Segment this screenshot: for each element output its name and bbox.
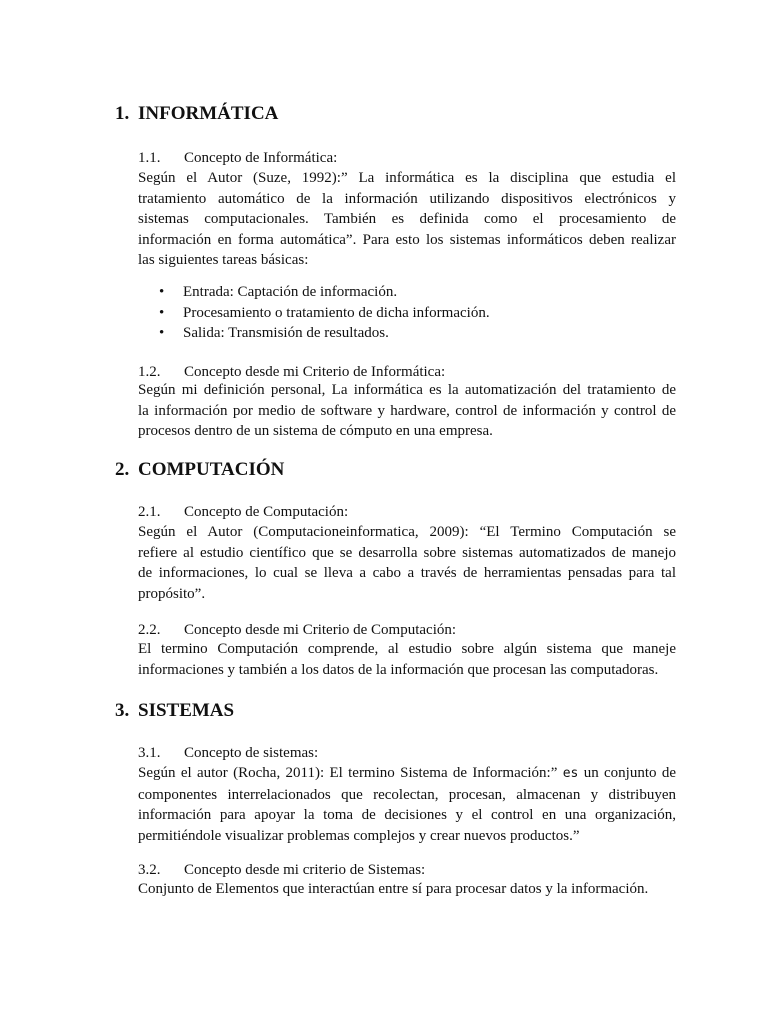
bullet-icon: • [159,304,165,321]
section-title: SISTEMAS [138,700,235,721]
paragraph-2-2: El termino Computación comprende, al estudio sobre algún sistema que maneje informaciones y también a los datos de la información que procesan las computadoras. [138,641,676,678]
list-item: • Entrada: Captación de información. [138,282,490,303]
subsection-heading-3-1: 3.1. Concepto de sistemas: [138,745,319,761]
bullet-icon: • [159,284,165,300]
bullet-list-tasks [138,282,490,344]
bullet-icon: • [159,325,165,341]
subsection-heading-2-2: 2.2. Concepto desde mi Criterio de Computación: [138,622,457,638]
subsection-heading-1-2: 1.2. Concepto desde mi Criterio de Informática: [138,364,446,380]
subsection-heading-2-1: 2.1. Concepto de Computación: [138,504,349,520]
paragraph-1-1: Según el Autor (Suze, 1992):” La informática es la disciplina que estudia el tratamiento automático de la información utilizando dispositivos electrónicos y sistemas computacionales. También es definida como el procesamiento de información en forma automática”. Para esto los sistemas informáticos deben realizar las siguientes tareas básicas: [138,170,676,268]
section-heading-sistemas: 3. SISTEMAS [115,700,235,721]
list-item: • Salida: Transmisión de resultados. [138,323,490,344]
paragraph-2-1: Según el Autor (Computacioneinformatica, 2009): “El Termino Computación se refiere al estudio científico que se desarrolla sobre sistemas automatizados de manejo de informaciones, lo cual se lleva a cabo a través de herramientas pensadas para tal propósito”. [138,524,676,602]
section-title: INFORMÁTICA [138,103,279,124]
section-title: COMPUTACIÓN [138,459,285,480]
paragraph-3-1: Según el autor (Rocha, 2011): El termino Sistema de Información:” es un conjunto de componentes interrelacionados que recolectan, procesan, almacenan y distribuyen información para apoyar la toma de decisiones y el control en una organización, permitiéndole visualizar problemas complejos y crear nuevos productos.” [138,765,676,844]
list-item: • Procesamiento o tratamiento de dicha información. [138,303,490,324]
subsection-heading-1-1: 1.1. Concepto de Informática: [138,150,338,166]
paragraph-3-2: Conjunto de Elementos que interactúan entre sí para procesar datos y la información. [138,881,649,897]
paragraph-1-2: Según mi definición personal, La informática es la automatización del tratamiento de la información por medio de software y hardware, control de información y control de procesos dentro de un sistema de cómputo en una empresa. [138,382,676,439]
section-heading-computacion: 2. COMPUTACIÓN [115,459,285,480]
subsection-heading-3-2: 3.2. Concepto desde mi criterio de Sistemas: [138,862,426,878]
section-heading-informatica: 1. INFORMÁTICA [115,103,279,124]
